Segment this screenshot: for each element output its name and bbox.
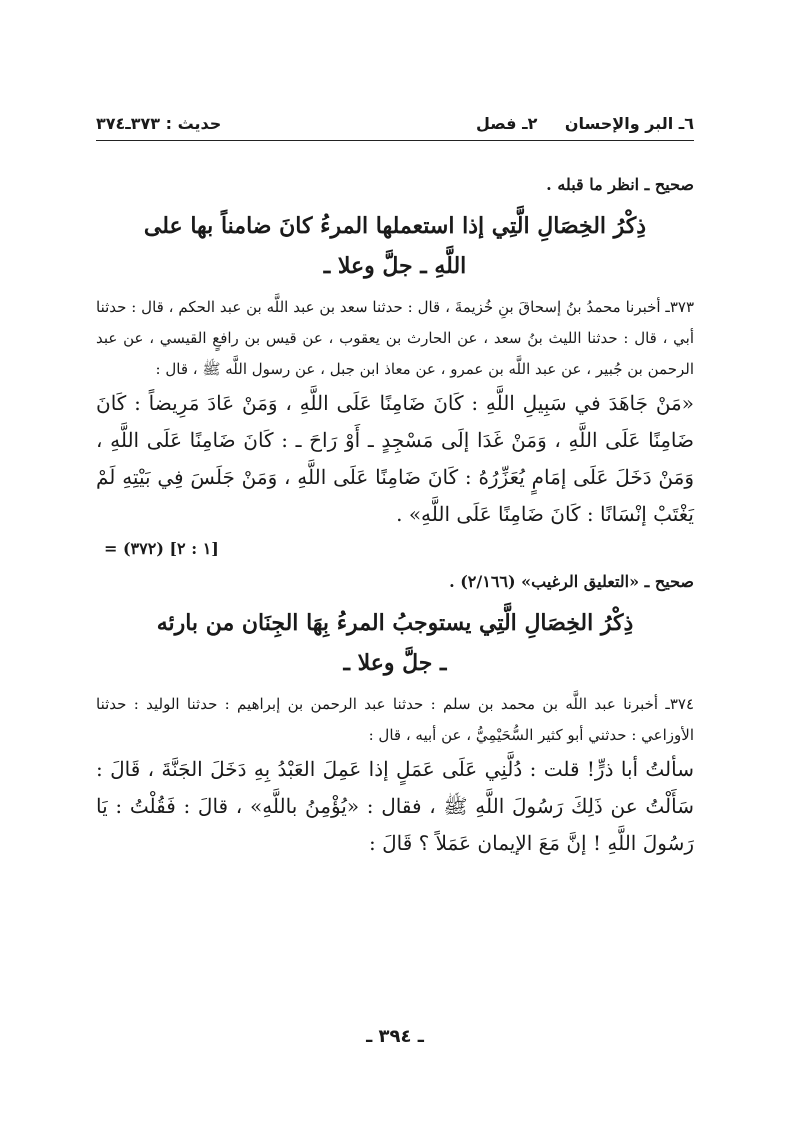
hadith-373-isnad: ٣٧٣ـ أخبرنا محمدُ بنُ إسحاقَ بنِ خُزيمةَ ، قال : حدثنا سعد بن عبد اللَّه بن عبد الحكم ، قال : حدثنا أبي ، قال : حدثنا الليث بنُ سعد ، عن الحارث بن يعقوب ، عن قيس بن رافعٍ القيسي ، عن عبد الرحمن بن جُبير ، عن عبد اللَّه بن عمرو ، عن معاذ ابن جبل ، عن رسول اللَّه ﷺ ، قال : — [96, 298, 694, 378]
header-section: ٢ـ فصل — [476, 114, 538, 133]
grade-previous: صحيح ـ انظر ما قبله . — [546, 175, 694, 194]
chapter-heading-2 — [96, 603, 694, 683]
header-chapter: ٦ـ البر والإحسان — [564, 114, 694, 133]
hadith-373-grade: صحيح ـ «التعليق الرغيب» (٢/١٦٦) . — [449, 572, 694, 591]
chapter-1-line-2: اللَّهِ ـ جلَّ وعلا ـ — [323, 253, 467, 279]
hadith-374-isnad: ٣٧٤ـ أخبرنا عبد اللَّه بن محمد بن سلم : حدثنا عبد الرحمن بن إبراهيم : حدثنا الوليد : حدثنا الأوزاعي : حدثني أبو كثير السُّحَيْمِيُّ ، عن أبيه ، قال : — [96, 695, 694, 744]
chapter-2-line-2: ـ جلَّ وعلا ـ — [343, 650, 447, 676]
page-number: ـ ٣٩٤ ـ — [366, 1026, 424, 1047]
header-rule — [96, 140, 694, 141]
running-header — [96, 112, 694, 138]
hadith-373-reference: = (٣٧٢) [١ : ٢] — [104, 539, 219, 558]
chapter-1-line-1: ذِكْرُ الخِصَالِ الَّتِي إذا استعملها المرءُ كانَ ضامناً بها على — [143, 213, 647, 239]
header-hadith-range: حديث : ٣٧٣ـ٣٧٤ — [96, 114, 222, 133]
page-body — [96, 172, 694, 862]
hadith-373-matn: «مَنْ جَاهَدَ في سَبِيلِ اللَّهِ : كَانَ ضَامِنًا عَلَى اللَّهِ ، وَمَنْ عَادَ مَرِيضاً : كَانَ ضَامِنًا عَلَى اللَّهِ ، وَمَنْ غَدَا إلَى مَسْجِدٍ ـ أَوْ رَاحَ ـ : كَانَ ضَامِنًا عَلَى اللَّهِ ، وَمَنْ دَخَلَ عَلَى إمَامٍ يُعَزِّرُهُ : كَانَ ضَامِنًا عَلَى اللَّهِ ، وَمَنْ جَلَسَ فِي بَيْتِهِ لَمْ يَغْتَبْ إنْسَانًا : كَانَ ضَامِنًا عَلَى اللَّهِ» . — [96, 391, 694, 526]
chapter-2-line-1: ذِكْرُ الخِصَالِ الَّتِي يستوجبُ المرءُ بِهَا الجِنَان من بارئه — [156, 610, 634, 636]
hadith-374-matn: سألتُ أبا ذرٍّ! قلت : دُلَّنِي عَلَى عَمَلٍ إذا عَمِلَ العَبْدُ بِهِ دَخَلَ الجَنَّةَ ، قَالَ : سَأَلْتُ عن ذَلِكَ رَسُولَ اللَّهِ ﷺ ، فقال : «يُؤْمِنُ باللَّهِ» ، قالَ : فَقُلْتُ : يَا رَسُولَ اللَّهِ ! إنَّ مَعَ الإيمان عَمَلاً ؟ قَالَ : — [96, 757, 694, 855]
chapter-heading-1 — [96, 206, 694, 286]
